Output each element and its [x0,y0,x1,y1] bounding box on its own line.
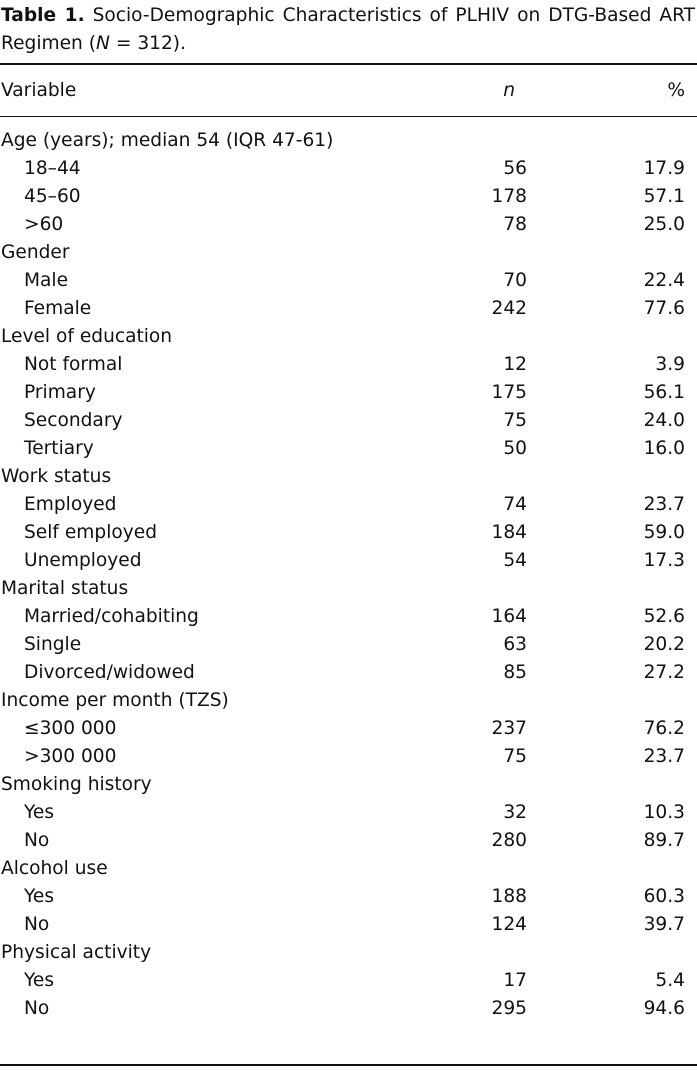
row-percent: 27.2 [643,662,685,683]
row-label: >60 [24,214,64,235]
row-percent: 25.0 [643,214,685,235]
row-percent: 52.6 [643,606,685,627]
group-label: Age (years); median 54 (IQR 47-61) [1,130,334,151]
group-label: Level of education [1,326,173,347]
row-percent: 24.0 [643,410,685,431]
table-bottom-rule [0,1064,697,1066]
row-label: Secondary [24,410,123,431]
table-row [0,351,697,379]
row-label: Male [24,270,69,291]
table-row [0,547,697,575]
table-row [0,743,697,771]
table-top-rule [0,63,697,65]
group-label: Smoking history [1,774,152,795]
row-label: Yes [24,970,55,991]
row-percent: 23.7 [643,746,685,767]
table-caption-text: Socio-Demographic Characteristics of PLHIV on DTG-Based ART Regimen ( [1,5,695,54]
row-percent: 60.3 [643,886,685,907]
row-count: 17 [503,970,527,991]
table-group-row [0,771,697,799]
table-row [0,659,697,687]
table-row [0,519,697,547]
table-caption-n-symbol: N [96,33,110,54]
row-label: Divorced/widowed [24,662,195,683]
row-percent: 17.9 [643,158,685,179]
row-label: Yes [24,802,55,823]
table-group-row [0,239,697,267]
row-percent: 59.0 [643,522,685,543]
row-percent: 16.0 [643,438,685,459]
row-label: No [24,914,50,935]
row-count: 184 [491,522,527,543]
row-percent: 77.6 [643,298,685,319]
table-row [0,435,697,463]
table-caption-text-end: = 312). [109,33,186,54]
table-row [0,631,697,659]
table-caption-label: Table 1. [1,5,85,26]
row-count: 75 [503,746,527,767]
column-header-percent: % [667,80,685,101]
row-count: 242 [491,298,527,319]
row-label: Not formal [24,354,123,375]
table-row [0,715,697,743]
row-label: No [24,830,50,851]
row-count: 237 [491,718,527,739]
row-count: 63 [503,634,527,655]
table-row [0,883,697,911]
table-row [0,799,697,827]
table-row [0,379,697,407]
row-count: 56 [503,158,527,179]
row-count: 75 [503,410,527,431]
row-label: ≤300 000 [24,718,117,739]
column-header-variable: Variable [1,80,77,101]
table-row [0,267,697,295]
row-count: 12 [503,354,527,375]
table-header-rule [0,116,697,117]
group-label: Income per month (TZS) [1,690,229,711]
group-label: Alcohol use [1,858,108,879]
table-group-row [0,855,697,883]
row-label: Married/cohabiting [24,606,199,627]
row-count: 78 [503,214,527,235]
row-count: 54 [503,550,527,571]
row-percent: 3.9 [655,354,685,375]
row-count: 74 [503,494,527,515]
table-row [0,295,697,323]
group-label: Marital status [1,578,129,599]
row-label: Single [24,634,82,655]
row-percent: 20.2 [643,634,685,655]
table-row [0,155,697,183]
table-group-row [0,323,697,351]
table-row [0,967,697,995]
row-count: 32 [503,802,527,823]
column-header-n: n [503,80,515,101]
row-label: Yes [24,886,55,907]
row-count: 85 [503,662,527,683]
table-body [0,127,697,1023]
table-header-row [0,77,697,105]
table-row [0,407,697,435]
row-percent: 39.7 [643,914,685,935]
row-percent: 17.3 [643,550,685,571]
row-percent: 94.6 [643,998,685,1019]
row-count: 124 [491,914,527,935]
table-group-row [0,463,697,491]
row-count: 280 [491,830,527,851]
row-count: 164 [491,606,527,627]
row-count: 175 [491,382,527,403]
table-row [0,491,697,519]
table-group-row [0,575,697,603]
table-group-row [0,939,697,967]
group-label: Gender [1,242,70,263]
row-label: Self employed [24,522,158,543]
group-label: Physical activity [1,942,152,963]
row-percent: 56.1 [643,382,685,403]
table-row [0,995,697,1023]
table-group-row [0,127,697,155]
table-row [0,211,697,239]
row-count: 50 [503,438,527,459]
row-label: Unemployed [24,550,142,571]
row-percent: 5.4 [655,970,685,991]
row-count: 188 [491,886,527,907]
row-count: 70 [503,270,527,291]
table-row [0,183,697,211]
row-label: 18–44 [24,158,81,179]
group-label: Work status [1,466,112,487]
table-group-row [0,687,697,715]
row-label: Primary [24,382,96,403]
row-count: 295 [491,998,527,1019]
row-count: 178 [491,186,527,207]
row-percent: 89.7 [643,830,685,851]
row-percent: 23.7 [643,494,685,515]
row-label: Employed [24,494,117,515]
table-row [0,827,697,855]
row-label: No [24,998,50,1019]
table-row [0,603,697,631]
table-caption [1,2,695,58]
row-label: Female [24,298,92,319]
row-label: >300 000 [24,746,117,767]
row-percent: 10.3 [643,802,685,823]
row-percent: 57.1 [643,186,685,207]
row-label: 45–60 [24,186,81,207]
row-label: Tertiary [24,438,94,459]
row-percent: 22.4 [643,270,685,291]
table-row [0,911,697,939]
row-percent: 76.2 [643,718,685,739]
